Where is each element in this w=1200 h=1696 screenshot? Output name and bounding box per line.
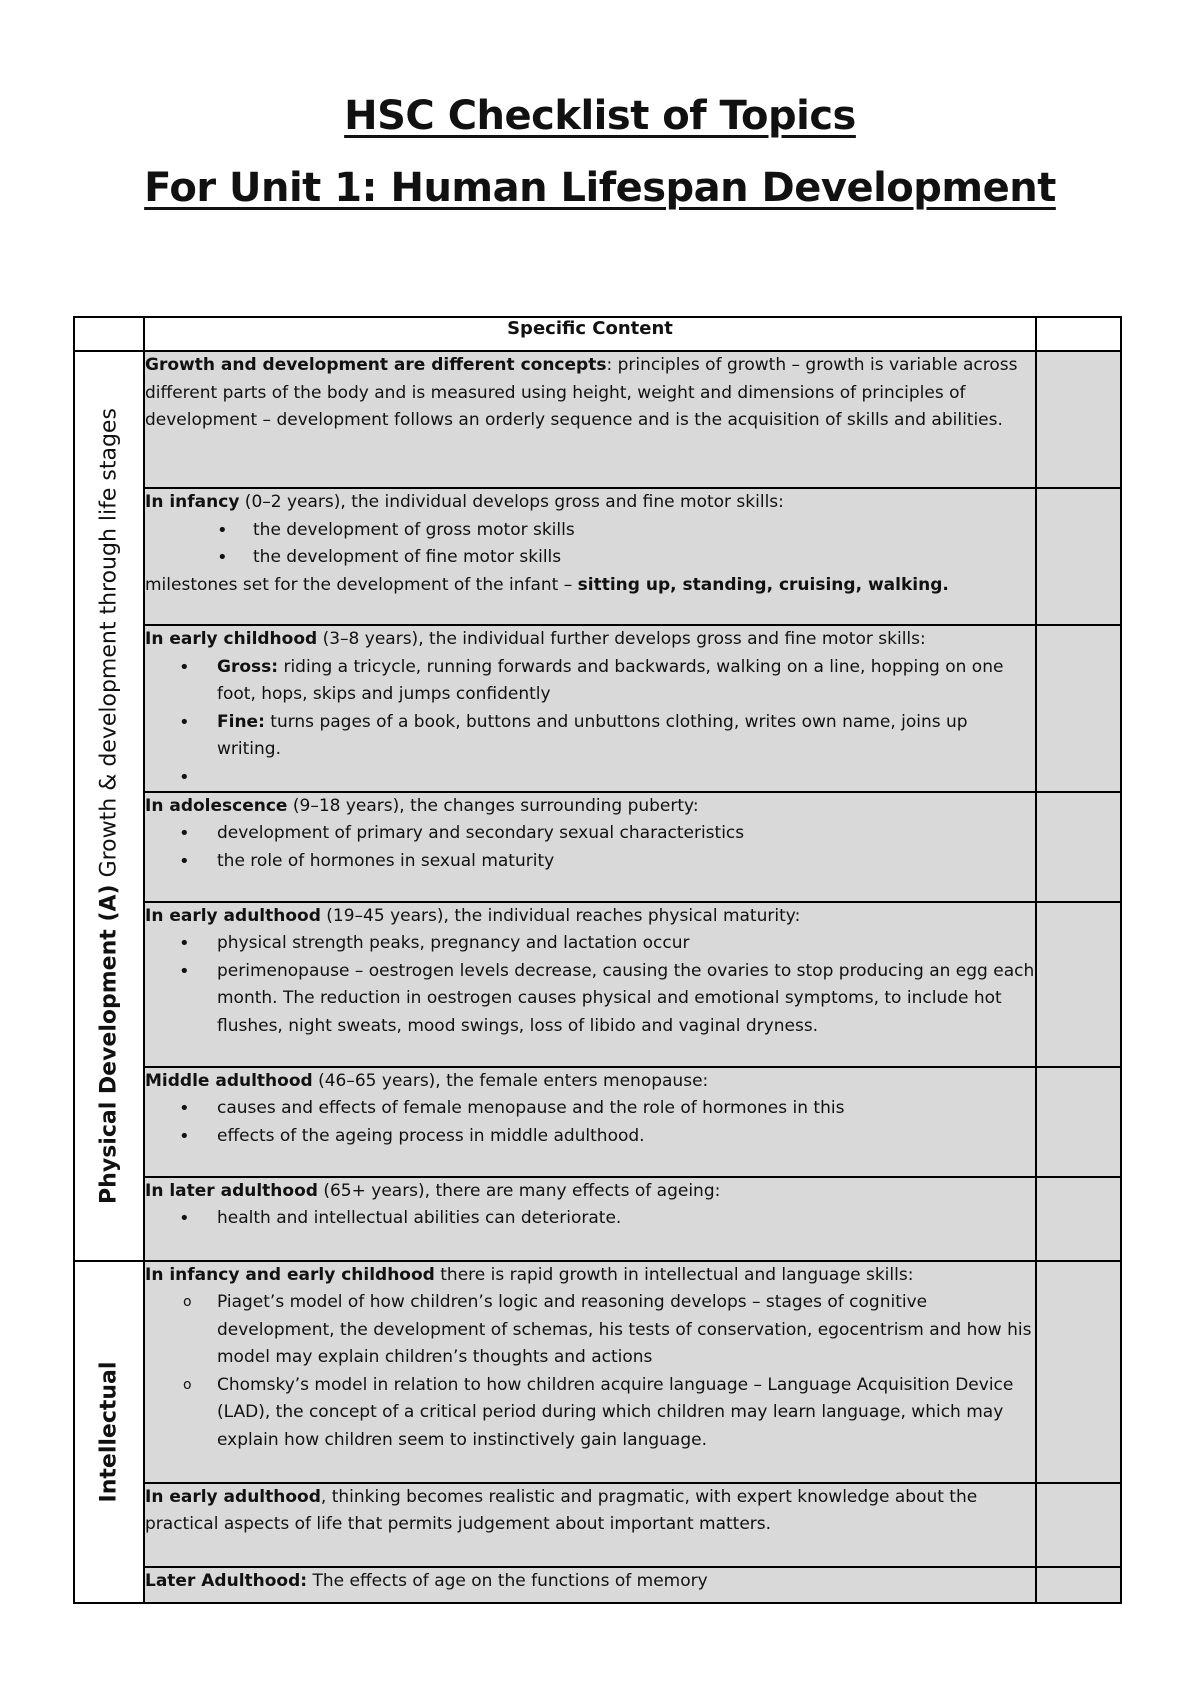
bullet-list: [145, 820, 1035, 875]
bullet-list: [145, 517, 1035, 572]
table-row: [74, 1067, 1121, 1177]
header-specific-content: Specific Content: [144, 317, 1036, 351]
list-item: • the role of hormones in sexual maturity: [145, 848, 1035, 876]
list-item: • perimenopause – oestrogen levels decrease, causing the ovaries to stop producing an egg each month. The reduction in oestrogen causes physical and emotional symptoms, to include hot flushes, night sweats, mood swings, loss of libido and vaginal dryness.: [145, 958, 1035, 1041]
topic-early-childhood: In early childhood (3–8 years), the individual further develops gross and fine motor skills: • Gross: riding a tricycle, running forwards and backwards, walking on a line, hopping on one foot, hops, skips and jumps confidently • Fine: turns pages of a book, buttons and unbuttons clothing, writes own name, joins up writing. •: [144, 625, 1036, 792]
list-item-empty: [145, 764, 1035, 791]
table-row: [74, 902, 1121, 1067]
checkbox-cell[interactable]: [1036, 1567, 1121, 1603]
list-item: • physical strength peaks, pregnancy and lactation occur: [145, 930, 1035, 958]
topic-infancy-intellectual: In infancy and early childhood there is rapid growth in intellectual and language skills: o Piaget’s model of how children’s logic and reasoning develops – stages of cognitive development, the development of schemas, his tests of conservation, egocentrism and how his model may explain children’s thoughts and actions o Chomsky’s model in relation to how children acquire language – Language Acquisition Device (LAD), the concept of a critical period during which children may learn language, which may explain how children seem to instinctively gain language.: [144, 1261, 1036, 1483]
section-label-physical-rest: Growth & development through life stages: [96, 407, 122, 885]
title-line-2: For Unit 1: Human Lifespan Development: [144, 165, 1056, 211]
checkbox-cell[interactable]: [1036, 1177, 1121, 1261]
table-row: [74, 1177, 1121, 1261]
table-row: [74, 792, 1121, 902]
document-title: [0, 80, 1200, 224]
topic-later-adulthood-memory: Later Adulthood: The effects of age on the functions of memory: [144, 1567, 1036, 1603]
list-item: • causes and effects of female menopause and the role of hormones in this: [145, 1095, 1035, 1123]
bullet-list: [145, 654, 1035, 791]
topic-middle-adulthood: Middle adulthood (46–65 years), the female enters menopause: • causes and effects of female menopause and the role of hormones in this • effects of the ageing process in middle adulthood.: [144, 1067, 1036, 1177]
checkbox-cell[interactable]: [1036, 351, 1121, 488]
table-row: [74, 1261, 1121, 1483]
list-item: • the development of gross motor skills: [145, 517, 1035, 545]
checkbox-cell[interactable]: [1036, 1067, 1121, 1177]
list-item: • Fine: turns pages of a book, buttons and unbuttons clothing, writes own name, joins up writing.: [145, 709, 1035, 764]
checkbox-cell[interactable]: [1036, 902, 1121, 1067]
checkbox-cell[interactable]: [1036, 1483, 1121, 1567]
topic-growth-concepts: Growth and development are different concepts: principles of growth – growth is variable across different parts of the body and is measured using height, weight and dimensions of principles of development – development follows an orderly sequence and is the acquisition of skills and abilities.: [144, 351, 1036, 488]
topic-early-adulthood-intellectual: In early adulthood, thinking becomes realistic and pragmatic, with expert knowledge about the practical aspects of life that permits judgement about important matters.: [144, 1483, 1036, 1567]
list-item: • development of primary and secondary sexual characteristics: [145, 820, 1035, 848]
list-item: o Chomsky’s model in relation to how children acquire language – Language Acquisition Device (LAD), the concept of a critical period during which children may learn language, which may explain how children seem to instinctively gain language.: [145, 1372, 1035, 1455]
topic-early-adulthood-physical: In early adulthood (19–45 years), the individual reaches physical maturity: • physical strength peaks, pregnancy and lactation occur • perimenopause – oestrogen levels decrease, causing the ovaries to stop producing an egg each month. The reduction in oestrogen causes physical and emotional symptoms, to include hot flushes, night sweats, mood swings, loss of libido and vaginal dryness.: [144, 902, 1036, 1067]
list-item: • health and intellectual abilities can deteriorate.: [145, 1205, 1035, 1233]
table-row: [74, 1483, 1121, 1567]
table-row: [74, 625, 1121, 792]
checkbox-cell[interactable]: [1036, 625, 1121, 792]
header-tick-cell: [1036, 317, 1121, 351]
list-item: • effects of the ageing process in middle adulthood.: [145, 1123, 1035, 1151]
bullet-list: [145, 1205, 1035, 1233]
list-item: • Gross: riding a tricycle, running forwards and backwards, walking on a line, hopping on one foot, hops, skips and jumps confidently: [145, 654, 1035, 709]
list-item: o Piaget’s model of how children’s logic and reasoning develops – stages of cognitive development, the development of schemas, his tests of conservation, egocentrism and how his model may explain children’s thoughts and actions: [145, 1289, 1035, 1372]
topic-infancy: In infancy (0–2 years), the individual develops gross and fine motor skills: • the development of gross motor skills • the development of fine motor skills milestones set for the development of the infant – sitting up, standing, cruising, walking.: [144, 488, 1036, 625]
checkbox-cell[interactable]: [1036, 1261, 1121, 1483]
section-label-physical-bold: Physical Development (A): [96, 884, 122, 1204]
topic-adolescence: In adolescence (9–18 years), the changes surrounding puberty: • development of primary and secondary sexual characteristics • the role of hormones in sexual maturity: [144, 792, 1036, 902]
bullet-list: [145, 930, 1035, 1040]
checkbox-cell[interactable]: [1036, 488, 1121, 625]
table-header-row: [74, 317, 1121, 351]
section-label-intellectual-text: Intellectual: [96, 1361, 122, 1502]
list-item: • the development of fine motor skills: [145, 544, 1035, 572]
table-row: [74, 351, 1121, 488]
topic-later-adulthood: In later adulthood (65+ years), there are many effects of ageing: • health and intellectual abilities can deteriorate.: [144, 1177, 1036, 1261]
header-blank-cell: [74, 317, 144, 351]
checkbox-cell[interactable]: [1036, 792, 1121, 902]
checklist-table: [73, 316, 1122, 1604]
bullet-list: [145, 1095, 1035, 1150]
title-line-1: HSC Checklist of Topics: [344, 93, 856, 139]
section-label-physical: [74, 351, 144, 1261]
table-row: [74, 488, 1121, 625]
section-label-intellectual: [74, 1261, 144, 1603]
table-row: [74, 1567, 1121, 1603]
bullet-list: [145, 1289, 1035, 1454]
